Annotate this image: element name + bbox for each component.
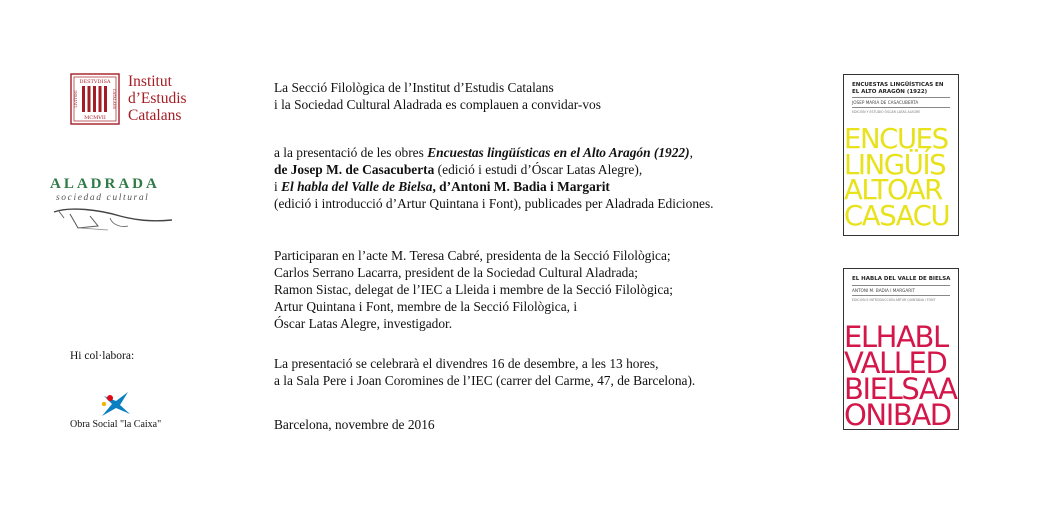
cover-rule [852,295,950,296]
lacaixa-star-icon [98,390,134,418]
iec-name [128,73,187,124]
participant-line: Ramon Sistac, delegat de l’IEC a Lleida i membre de la Secció Filològica; [274,282,673,297]
cover-credit: EDICIÓN Y ESTUDIO ÓSCAR LATAS ALEGRE [852,110,921,114]
cover-title: EL HABLA DEL VALLE DE BIELSA [852,276,951,282]
signoff: Barcelona, novembre de 2016 [274,417,435,432]
author-casacuberta: de Josep M. de Casacuberta [274,162,435,177]
plough-icon [50,202,180,232]
cover-author: JOSEP MARIA DE CASACUBERTA [852,100,919,105]
participant-line: Óscar Latas Alegre, investigador. [274,316,453,331]
cover-big-line: BIELSAA [844,372,957,406]
book-cover-bielsa [843,268,959,430]
cover-big-line: ELHABL [844,320,948,354]
book-title-bielsa: El habla del Valle de Bielsa [281,179,433,194]
cover-big-line: LINGÜÍS [844,148,946,181]
cover-title: ENCUESTAS LINGÜÍSTICAS EN EL ALTO ARAGÓN (1922) [852,82,944,95]
author-badia: , d’Antoni M. Badia i Margarit [432,179,610,194]
event-details [274,355,695,389]
aladrada-logo [48,172,198,232]
seal-right-text: CATALANS [112,88,116,110]
cover-big-line: ONIBAD [844,398,951,430]
cover-big-line: CASACU [844,199,950,232]
participant-line: Carlos Serrano Lacarra, president de la Sociedad Cultural Aladrada; [274,265,639,280]
cover-rule [852,97,950,98]
works-line-4: (edició i introducció d’Artur Quintana i Font), publicades per Aladrada Ediciones. [274,196,714,211]
works-l1-post: , [689,145,693,160]
iec-name-line: Catalans [128,107,182,124]
works-line-2 [274,161,714,178]
lacaixa-text: Obra Social "la Caixa" [70,419,162,430]
seal-top-text: DESTVDISA [79,79,111,85]
iec-name-line: d’Estudis [128,90,187,107]
cover-big-line: VALLED [844,346,947,380]
details-line: La presentació se celebrarà el divendres 16 de desembre, a les 13 hores, [274,356,659,371]
participants-paragraph [274,247,673,332]
works-paragraph [274,144,714,212]
works-line-1 [274,144,714,161]
details-line: a la Sala Pere i Joan Coromines de l’IEC (carrer del Carme, 47, de Barcelona). [274,373,696,388]
participant-line: Artur Quintana i Font, membre de la Secció Filològica, i [274,299,578,314]
cover-big-line: ENCUES [844,123,948,155]
iec-name-line: Institut [128,73,172,90]
iec-seal-icon [70,73,120,125]
seal-left-text: LIVITSNI [74,90,78,108]
participant-line: Participaran en l’acte M. Teresa Cabré, presidenta de la Secció Filològica; [274,248,671,263]
cover-big-lettering [844,123,950,232]
works-l2-post: (edició i estudi d’Óscar Latas Alegre), [434,162,643,177]
lacaixa-logo [70,390,170,434]
intro-paragraph [274,79,601,113]
works-l3-pre: i [274,179,282,194]
cover-credit: EDICIÓN E INTRODUCCIÓN ARTUR QUINTANA I FONT [852,298,936,302]
aladrada-subtitle: sociedad cultural [56,193,150,203]
book-cover-encuestas [843,74,959,236]
cover-big-lettering [844,320,957,430]
cover-author: ANTONI M. BADIA I MARGARIT [852,288,915,293]
cover-rule [852,285,950,286]
intro-line: La Secció Filològica de l’Institut d’Estudis Catalans [274,80,554,95]
cover-big-line: ALTOAR [844,174,942,206]
iec-logo [70,73,210,125]
works-l1-pre: a la presentació de les obres [274,145,428,160]
seal-bottom-text: MCMVII [84,115,106,121]
collabora-label: Hi col·labora: [70,350,135,362]
aladrada-wordmark: ALADRADA [50,176,160,192]
works-line-3 [274,178,714,195]
intro-line: i la Sociedad Cultural Aladrada es complauen a convidar-vos [274,97,601,112]
book-title-encuestas: Encuestas lingüísticas en el Alto Aragón (1922) [427,145,690,160]
cover-rule [852,107,950,108]
